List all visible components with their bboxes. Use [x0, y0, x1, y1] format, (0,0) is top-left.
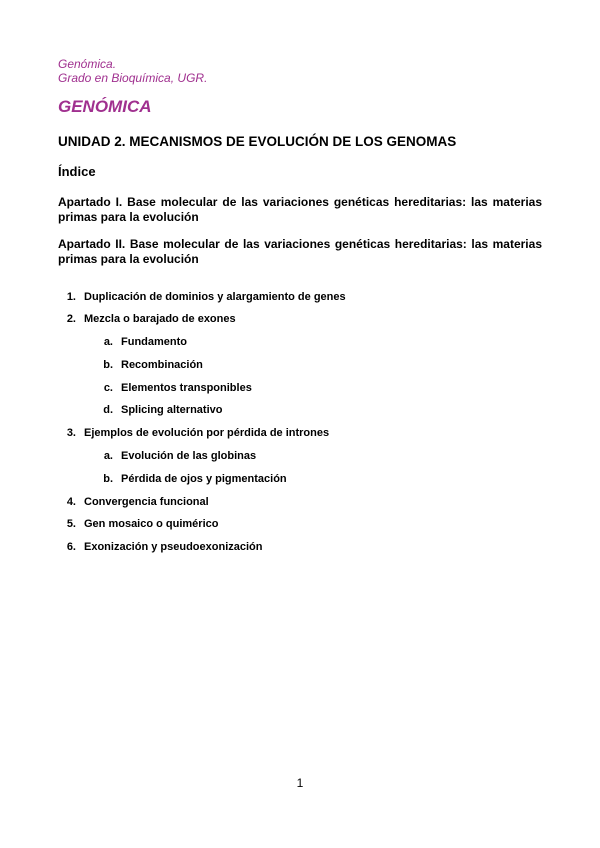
toc-item-1	[50, 290, 346, 304]
toc-item-3a	[87, 449, 256, 463]
toc-number: 5.	[66, 518, 76, 530]
unit-title: UNIDAD 2. MECANISMOS DE EVOLUCIÓN DE LOS GENOMAS	[58, 134, 457, 149]
toc-number: d.	[103, 404, 113, 416]
toc-label: Ejemplos de evolución por pérdida de intrones	[84, 427, 330, 439]
toc-label: Splicing alternativo	[121, 404, 223, 416]
toc-number: b.	[103, 359, 113, 371]
toc-number: 3.	[66, 427, 76, 439]
course-name: Genómica.	[58, 57, 117, 71]
section-2-heading: Apartado II. Base molecular de las variaciones genéticas hereditarias: las materias primas para la evolución	[58, 237, 542, 266]
page-title: GENÓMICA	[58, 97, 152, 116]
toc-number: 6.	[66, 541, 76, 553]
toc-number: 1.	[66, 291, 76, 303]
toc-label: Recombinación	[121, 359, 203, 371]
toc-label: Fundamento	[121, 336, 187, 348]
toc-number: 2.	[66, 313, 76, 325]
toc-label: Exonización y pseudoexonización	[84, 541, 263, 553]
toc-label: Mezcla o barajado de exones	[84, 313, 236, 325]
toc-item-3	[50, 426, 329, 440]
index-heading: Índice	[58, 164, 96, 179]
toc-number: 4.	[66, 496, 76, 508]
toc-label: Gen mosaico o quimérico	[84, 518, 219, 530]
toc-item-2	[50, 312, 236, 326]
toc-item-2b	[87, 358, 203, 372]
toc-label: Evolución de las globinas	[121, 450, 257, 462]
toc-item-5	[50, 517, 218, 531]
toc-item-2a	[87, 335, 187, 349]
toc-label: Elementos transponibles	[121, 382, 252, 394]
toc-item-2d	[87, 403, 222, 417]
toc-number: a.	[103, 450, 113, 462]
toc-label: Duplicación de dominios y alargamiento de genes	[84, 291, 346, 303]
toc-label: Pérdida de ojos y pigmentación	[121, 473, 287, 485]
toc-item-4	[50, 495, 209, 509]
toc-number: a.	[103, 336, 113, 348]
degree-name: Grado en Bioquímica, UGR.	[58, 71, 208, 85]
toc-item-3b	[87, 472, 287, 486]
section-1-heading: Apartado I. Base molecular de las variaciones genéticas hereditarias: las materias primas para la evolución	[58, 195, 542, 224]
toc-label: Convergencia funcional	[84, 496, 209, 508]
page-number: 1	[296, 776, 304, 790]
toc-item-2c	[87, 381, 252, 395]
toc-number: b.	[103, 473, 113, 485]
toc-item-6	[50, 540, 262, 554]
toc-number: c.	[103, 382, 113, 394]
